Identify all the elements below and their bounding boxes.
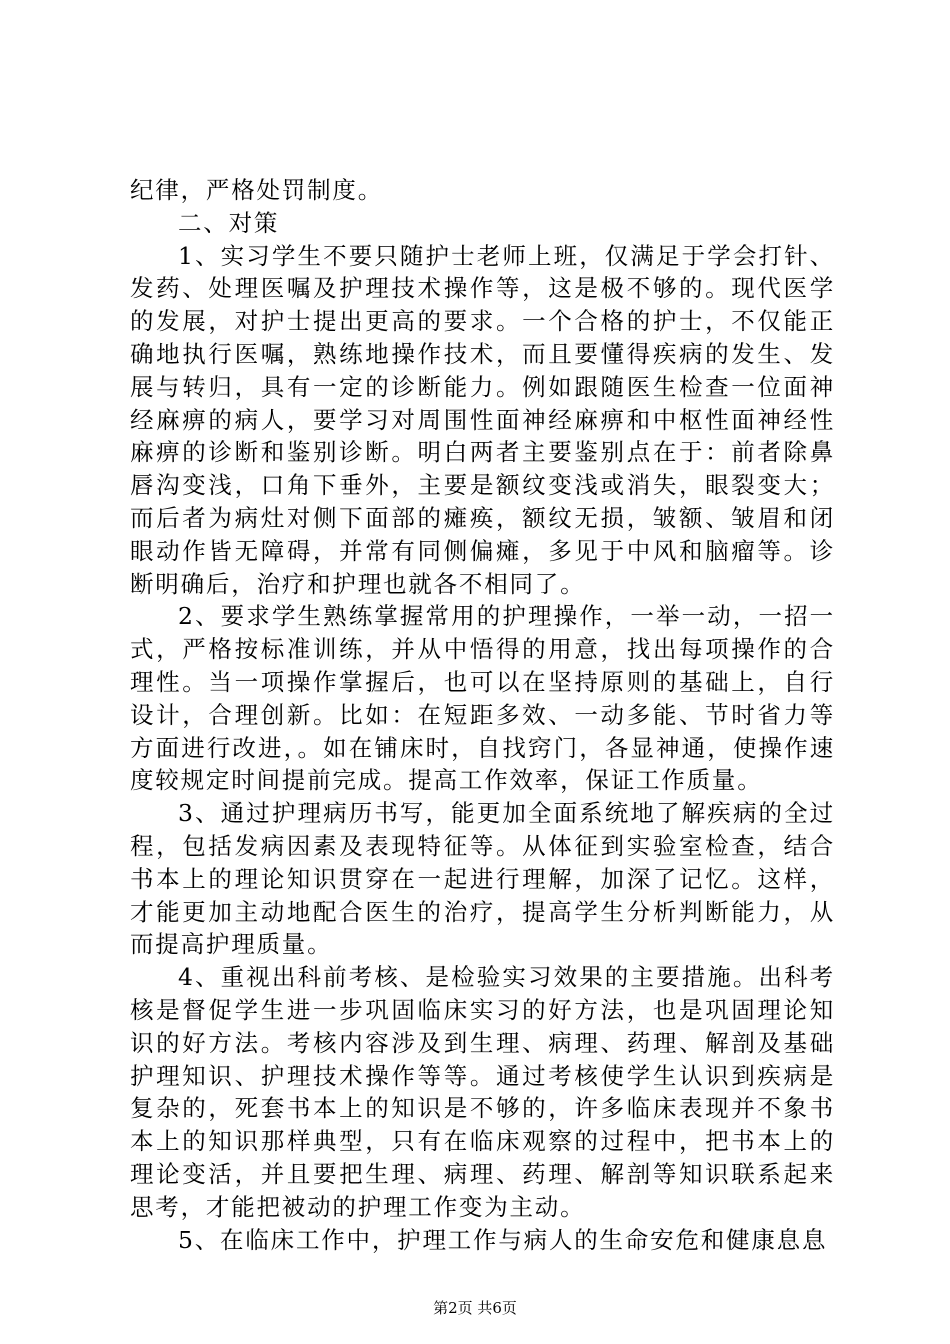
document-body <box>130 174 835 1256</box>
paragraph: 2、要求学生熟练掌握常用的护理操作，一举一动，一招一式，严格按标准训练，并从中悟得的用意，找出每项操作的合理性。当一项操作掌握后，也可以在坚持原则的基础上，自行设计，合理创新。比如：在短距多效、一动多能、节时省力等方面进行改进，。如在铺床时，自找窍门，各显神通，使操作速度较规定时间提前完成。提高工作效率，保证工作质量。 <box>130 602 835 795</box>
paragraph: 1、实习学生不要只随护士老师上班，仅满足于学会打针、发药、处理医嘱及护理技术操作等，这是极不够的。现代医学的发展，对护士提出更高的要求。一个合格的护士，不仅能正确地执行医嘱，熟练地操作技术，而且要懂得疾病的发生、发展与转归，具有一定的诊断能力。例如跟随医生检查一位面神经麻痹的病人，要学习对周围性面神经麻痹和中枢性面神经性麻痹的诊断和鉴别诊断。明白两者主要鉴别点在于：前者除鼻唇沟变浅，口角下垂外，主要是额纹变浅或消失，眼裂变大；而后者为病灶对侧下面部的瘫痪，额纹无损，皱额、皱眉和闭眼动作皆无障碍，并常有同侧偏瘫，多见于中风和脑瘤等。诊断明确后，治疗和护理也就各不相同了。 <box>130 241 835 598</box>
section-heading: 二、对策 <box>178 208 280 237</box>
paragraph: 4、重视出科前考核、是检验实习效果的主要措施。出科考核是督促学生进一步巩固临床实习的好方法，也是巩固理论知识的好方法。考核内容涉及到生理、病理、药理、解剖及基础护理知识、护理技术操作等等。通过考核使学生认识到疾病是复杂的，死套书本上的知识是不够的，许多临床表现并不象书本上的知识那样典型，只有在临床观察的过程中，把书本上的理论变活，并且要把生理、病理、药理、解剖等知识联系起来思考，才能把被动的护理工作变为主动。 <box>130 963 835 1221</box>
paragraph: 纪律，严格处罚制度。 <box>130 176 383 204</box>
paragraph: 3、通过护理病历书写，能更加全面系统地了解疾病的全过程，包括发病因素及表现特征等。从体征到实验室检查，结合书本上的理论知识贯穿在一起进行理解，加深了记忆。这样，才能更加主动地配合医生的治疗，提高学生分析判断能力，从而提高护理质量。 <box>130 799 835 959</box>
page-number-footer: 第2页 共6页 <box>433 1299 517 1317</box>
paragraph: 5、在临床工作中，护理工作与病人的生命安危和健康息息 <box>178 1225 828 1254</box>
